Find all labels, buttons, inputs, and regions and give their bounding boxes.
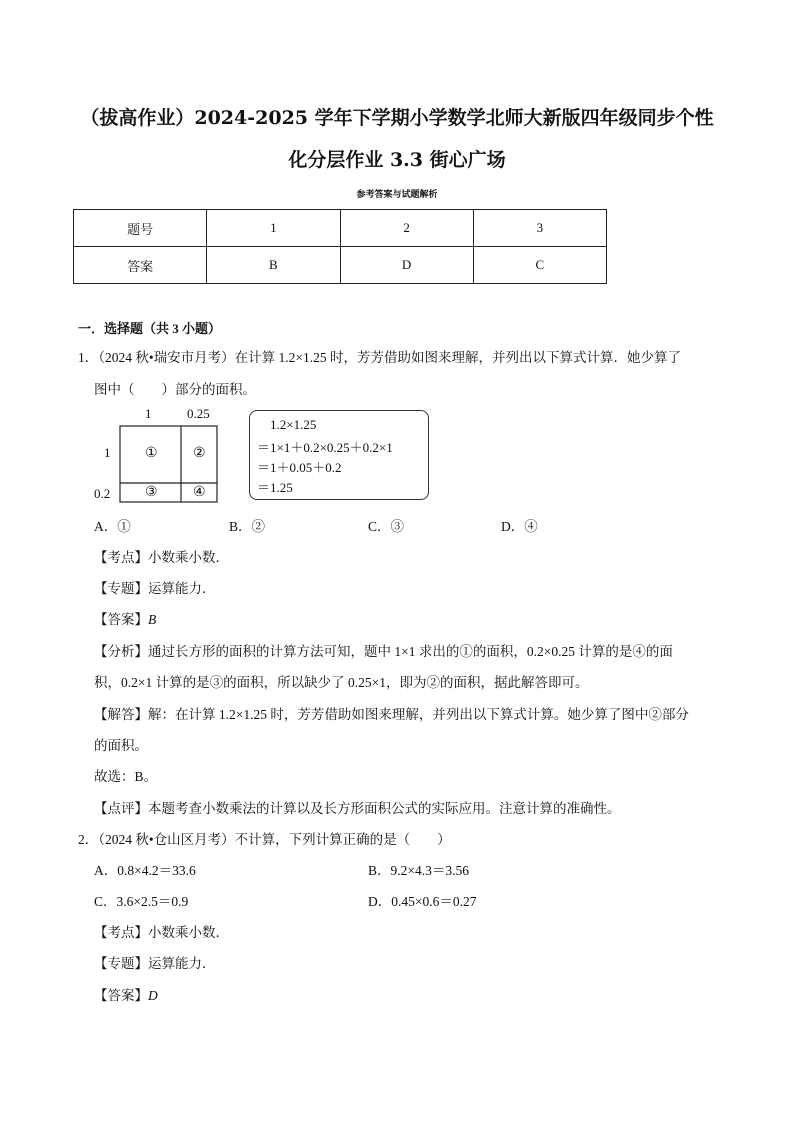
kaodian-text: 小数乘小数． [148,925,229,940]
table-cell: 3 [473,210,606,247]
q2-option-b: B．9.2×4.3＝3.56 [368,863,469,878]
fenxi-tag: 【分析】 [94,644,148,659]
q2-option-a: A．0.8×4.2＝33.6 [94,863,196,878]
dianping-tag: 【点评】 [94,801,148,816]
calc-line: 1.2×1.25 [270,417,317,432]
q1-fenxi-line1 [94,640,673,660]
grid-label-side-bottom: 0.2 [94,486,111,501]
table-row [74,247,607,284]
dianping-text: 本题考查小数乘法的计算以及长方形面积公式的实际应用。注意计算的准确性。 [148,801,621,816]
daan-tag: 【答案】 [94,612,148,627]
q1-fenxi-line2: 积，0.2×1 计算的是③的面积，所以缺少了 0.25×1，即为②的面积，据此解答即可。 [94,675,589,690]
jieda-tag: 【解答】 [94,707,148,722]
q1-option-a: A．① [94,519,131,534]
q1-dianping [94,797,621,817]
table-cell: 答案 [74,247,207,284]
daan-tag: 【答案】 [94,988,148,1003]
grid-cell-2: ② [193,446,206,461]
q1-jieda-line2: 的面积。 [94,738,148,753]
daan-text: B [148,612,157,627]
doc-subtitle: 参考答案与试题解析 [356,190,438,200]
kaodian-tag: 【考点】 [94,550,148,565]
calc-line: ＝1＋0.05＋0.2 [257,460,342,475]
kaodian-tag: 【考点】 [94,925,148,940]
calc-line: ＝1×1＋0.2×0.25＋0.2×1 [257,440,393,455]
table-cell: 2 [340,210,473,247]
q1-jieda-line1 [94,703,689,723]
jieda-text: 解：在计算 1.2×1.25 时，芳芳借助如图来理解，并列出以下算式计算。她少算了图中②部分 [148,707,689,722]
table-cell: 1 [207,210,340,247]
q1-kaodian [94,546,229,566]
q1-stem-line1: 1．（2024 秋•瑞安市月考）在计算 1.2×1.25 时，芳芳借助如图来理解，并列出以下算式计算．她少算了 [78,350,681,365]
grid-cell-3: ③ [145,485,158,500]
zhuanti-text: 运算能力． [148,581,216,596]
q1-zhuanti [94,577,216,597]
grid-label-top-left: 1 [145,406,152,421]
answer-table [73,209,607,284]
q2-option-c: C．3.6×2.5＝0.9 [94,894,189,909]
q1-guxuan: 故选：B。 [94,769,158,784]
fenxi-text: 通过长方形的面积的计算方法可知，题中 1×1 求出的①的面积，0.2×0.25 计算的是④的面 [148,644,673,659]
q2-zhuanti [94,952,216,972]
kaodian-text: 小数乘小数． [148,550,229,565]
table-cell: D [340,247,473,284]
grid-cell-4: ④ [193,485,206,500]
zhuanti-text: 运算能力． [148,956,216,971]
q1-option-c: C．③ [368,519,405,534]
q1-stem-line2: 图中（ ）部分的面积。 [94,382,256,397]
grid-cell-1: ① [145,446,158,461]
doc-title-line1: （拔高作业）2024-2025 学年下学期小学数学北师大新版四年级同步个性 [80,107,714,129]
q2-stem: 2．（2024 秋•仓山区月考）不计算，下列计算正确的是（ ） [78,832,451,847]
q1-daan [94,608,156,628]
q2-kaodian [94,921,229,941]
doc-title-line2: 化分层作业 3.3 街心广场 [288,149,506,171]
calc-line: ＝1.25 [257,480,293,495]
table-cell: C [473,247,606,284]
q1-option-b: B．② [229,519,266,534]
section-title: 一．选择题（共 3 小题） [78,321,222,336]
q2-option-d: D．0.45×0.6＝0.27 [368,894,477,909]
q2-daan [94,984,158,1004]
table-cell: B [207,247,340,284]
q1-option-d: D．④ [501,519,538,534]
zhuanti-tag: 【专题】 [94,581,148,596]
daan-text: D [148,988,158,1003]
table-cell: 题号 [74,210,207,247]
q1-calc-box [249,410,429,500]
grid-label-side-top: 1 [104,445,111,460]
grid-label-top-right: 0.25 [187,406,210,421]
table-row [74,210,607,247]
zhuanti-tag: 【专题】 [94,956,148,971]
